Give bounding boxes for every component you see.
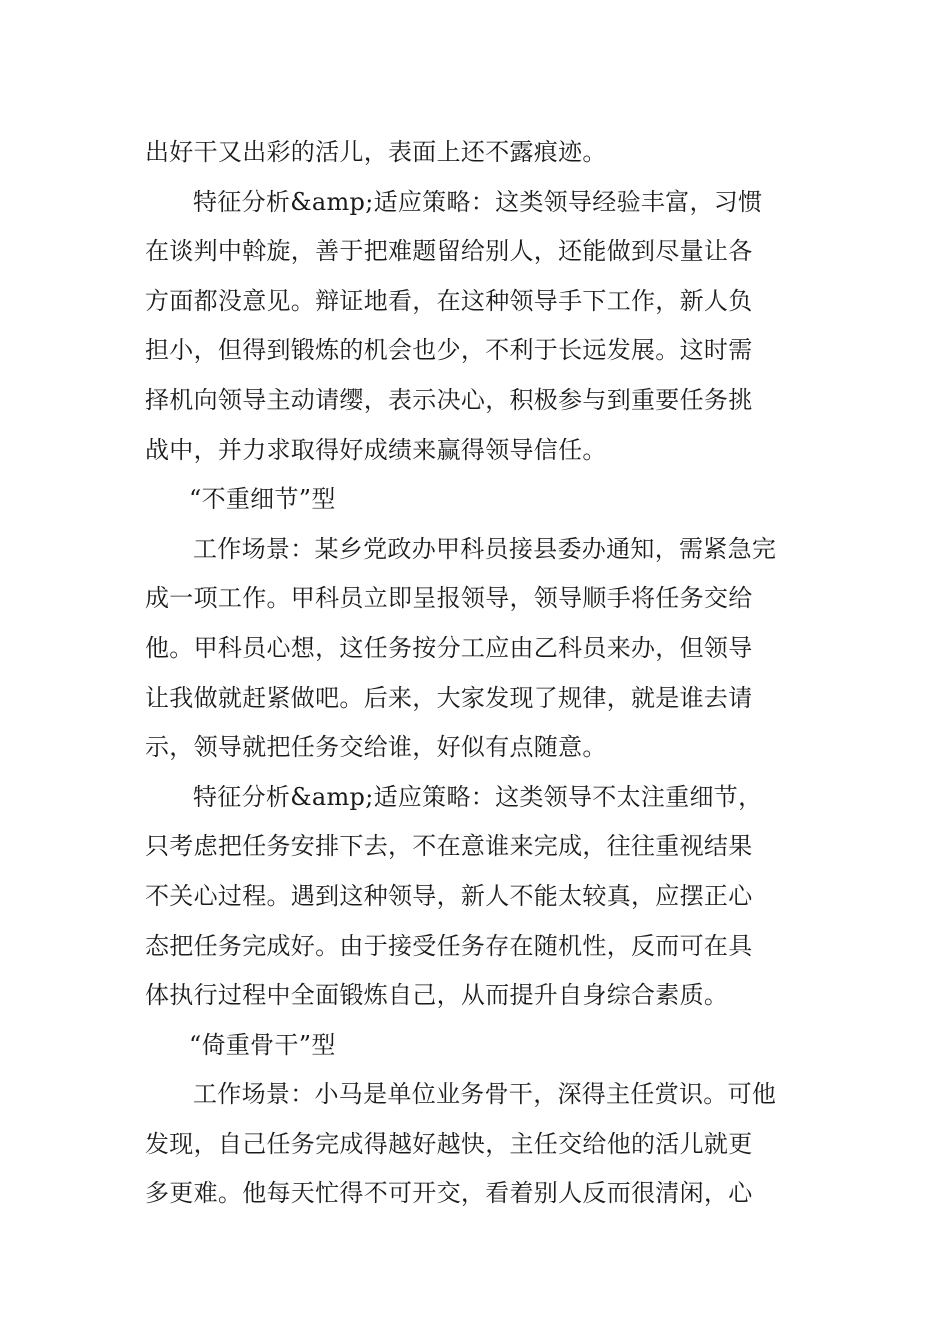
text-line: 成一项工作。甲科员立即呈报领导，领导顺手将任务交给 <box>145 584 753 613</box>
text-line: 不关心过程。遇到这种领导，新人不能太较真，应摆正心 <box>145 881 753 910</box>
text-line: 特征分析&amp;适应策略：这类领导经验丰富，习惯 <box>193 187 763 216</box>
text-line: 择机向领导主动请缨，表示决心，积极参与到重要任务挑 <box>145 385 753 414</box>
text-line: 在谈判中斡旋，善于把难题留给别人，还能做到尽量让各 <box>145 237 753 266</box>
text-line: 他。甲科员心想，这任务按分工应由乙科员来办，但领导 <box>145 633 753 662</box>
text-line: 出好干又出彩的活儿，表面上还不露痕迹。 <box>145 138 607 166</box>
text-line: 态把任务完成好。由于接受任务存在随机性，反而可在具 <box>145 931 753 960</box>
text-line: 战中，并力求取得好成绩来赢得领导信任。 <box>145 435 607 464</box>
text-line: 发现，自己任务完成得越好越快，主任交给他的活儿就更 <box>145 1129 753 1158</box>
text-line: 体执行过程中全面锻炼自己，从而提升自身综合素质。 <box>145 981 729 1010</box>
section-heading: “不重细节”型 <box>189 485 336 514</box>
text-line: 工作场景：小马是单位业务骨干，深得主任赏识。可他 <box>193 1080 777 1109</box>
body-text <box>145 128 805 1219</box>
text-line: 只考虑把任务安排下去，不在意谁来完成，往往重视结果 <box>145 832 753 861</box>
section-heading: “倚重骨干”型 <box>189 1030 336 1059</box>
text-line: 示，领导就把任务交给谁，好似有点随意。 <box>145 733 607 762</box>
text-line: 特征分析&amp;适应策略：这类领导不太注重细节， <box>193 782 763 811</box>
text-line: 多更难。他每天忙得不可开交，看着别人反而很清闲，心 <box>145 1179 753 1208</box>
text-line: 工作场景：某乡党政办甲科员接县委办通知，需紧急完 <box>193 534 777 563</box>
text-line: 让我做就赶紧做吧。后来，大家发现了规律，就是谁去请 <box>145 683 753 712</box>
text-line: 担小，但得到锻炼的机会也少，不利于长远发展。这时需 <box>145 336 753 365</box>
text-line: 方面都没意见。辩证地看，在这种领导手下工作，新人负 <box>145 286 753 315</box>
